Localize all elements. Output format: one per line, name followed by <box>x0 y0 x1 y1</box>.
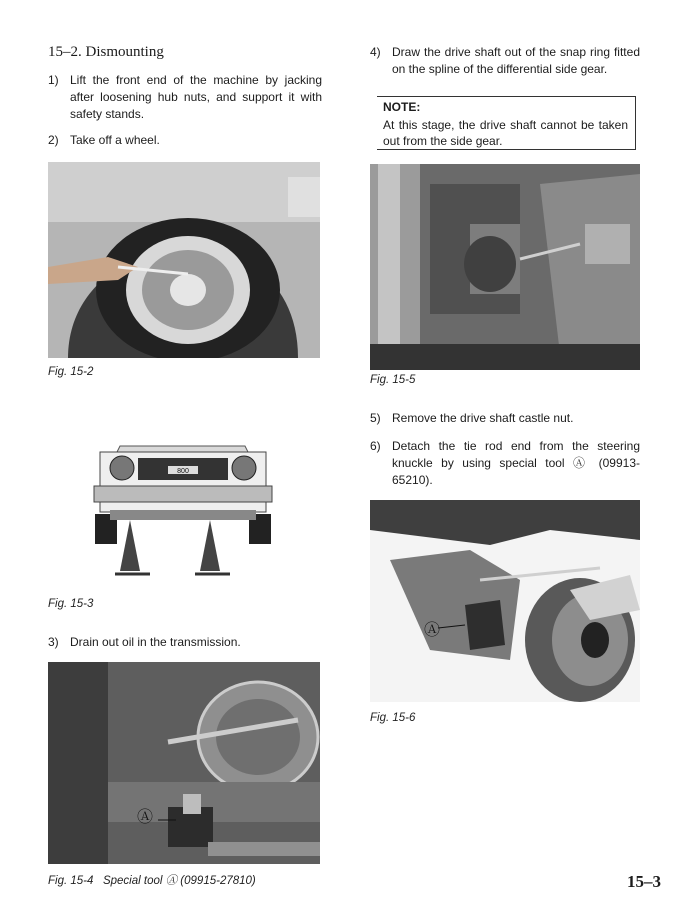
step-text: Remove the drive shaft castle nut. <box>392 411 574 425</box>
figure-15-2-caption: Fig. 15-2 <box>48 366 94 378</box>
step-number: 3) <box>48 635 59 649</box>
section-title: 15–2. Dismounting <box>48 44 164 60</box>
step-5 <box>370 410 640 428</box>
step-text: Drain out oil in the transmission. <box>70 635 241 649</box>
step-text: Draw the drive shaft out of the snap ring fitted on the spline of the differential side gear. <box>392 45 640 76</box>
figure-15-5-caption: Fig. 15-5 <box>370 374 416 386</box>
step-1 <box>48 72 323 126</box>
step-3 <box>48 634 323 652</box>
step-text: Take off a wheel. <box>70 133 160 147</box>
step-text: Detach the tie rod end from the steering knuckle by using special tool Ⓐ (09913-65210). <box>392 439 640 487</box>
step-number: 2) <box>48 133 59 147</box>
tool-callout-a: Ⓐ <box>424 622 441 639</box>
figure-15-4-photo <box>48 662 320 864</box>
step-number: 4) <box>370 45 381 59</box>
step-4 <box>370 44 640 98</box>
page-number: 15–3 <box>627 872 661 891</box>
figure-15-4-caption: Fig. 15-4 Special tool Ⓐ (09915-27810) <box>48 875 256 887</box>
step-number: 1) <box>48 73 59 87</box>
figure-15-2-photo <box>48 162 320 358</box>
figure-15-5-photo <box>370 164 640 370</box>
step-6 <box>370 438 640 492</box>
figure-15-6-caption: Fig. 15-6 <box>370 712 416 724</box>
figure-15-3-caption: Fig. 15-3 <box>48 598 94 610</box>
note-text: At this stage, the drive shaft cannot be taken out from the side gear. <box>383 118 628 148</box>
step-text: Lift the front end of the machine by jacking after loosening hub nuts, and support it with safety stands. <box>70 73 322 121</box>
license-plate-text: 800 <box>177 468 189 475</box>
step-2 <box>48 132 323 150</box>
step-number: 5) <box>370 411 381 425</box>
note-box <box>377 96 636 150</box>
tool-callout-a: Ⓐ <box>137 809 154 826</box>
figure-15-6-photo <box>370 500 640 702</box>
note-label: NOTE: <box>383 100 421 114</box>
step-number: 6) <box>370 439 381 453</box>
figure-15-3-photo <box>90 406 276 584</box>
